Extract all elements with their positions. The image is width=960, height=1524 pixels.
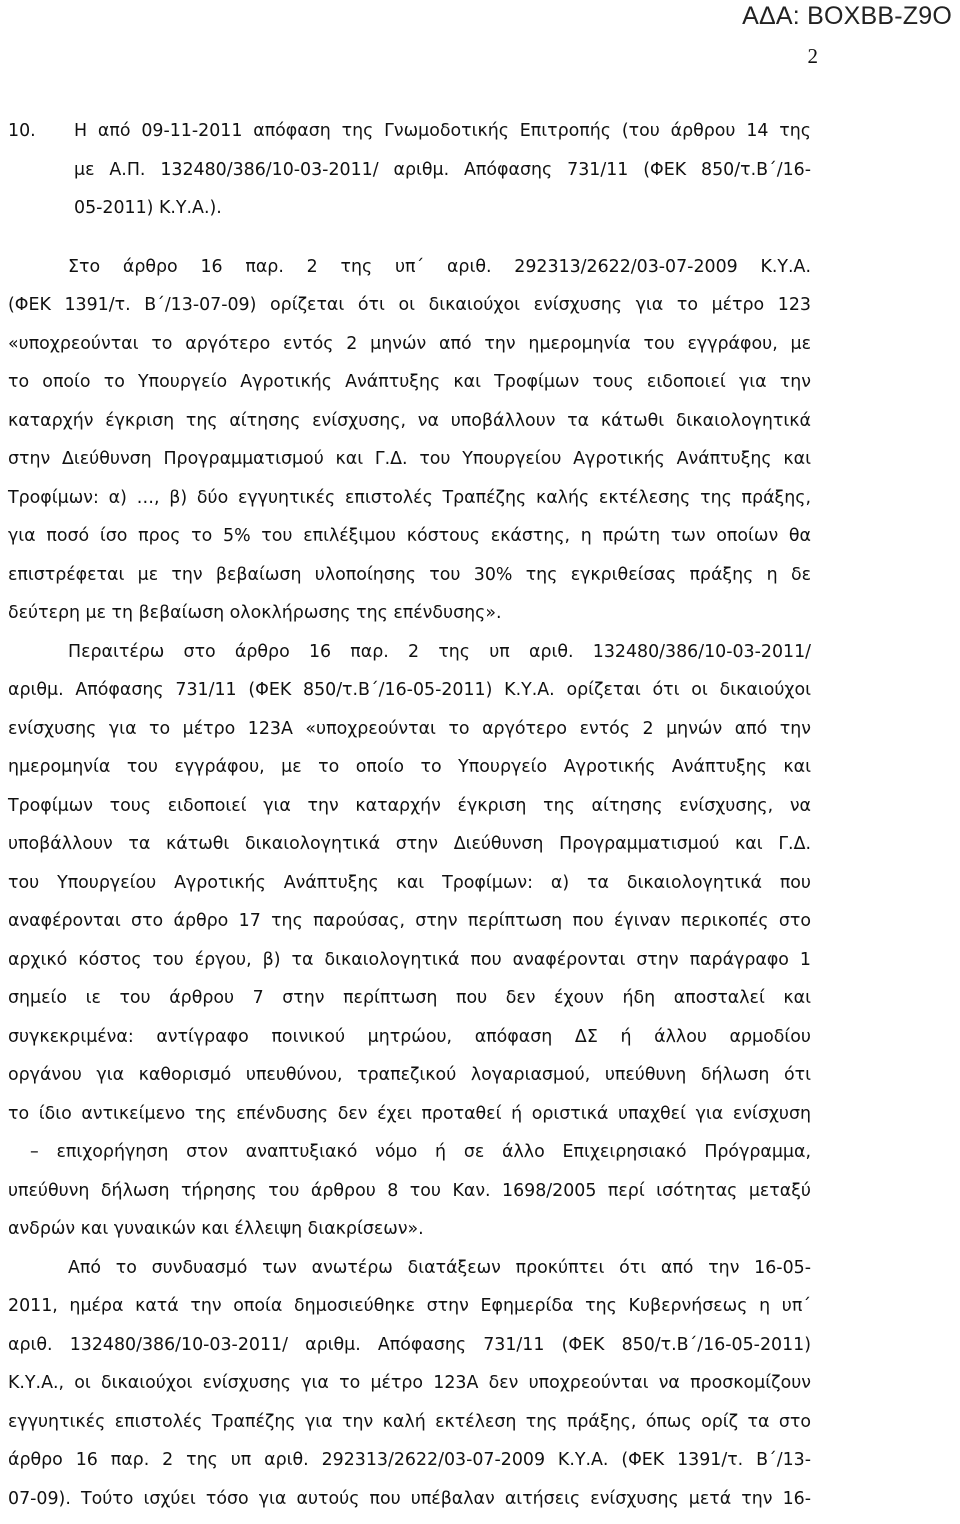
body-line-25: υπεύθυνη δήλωση τήρησης του άρθρου 8 του Καν. 1698/2005 περί ισότητας μεταξύ [8, 1180, 811, 1201]
body-line-1: Στο άρθρο 16 παρ. 2 της υπ΄ αριθ. 292313/2622/03-07-2009 Κ.Υ.Α. [68, 256, 811, 277]
body-line-28: 2011, ημέρα κατά την οποία δημοσιεύθηκε στην Εφημερίδα της Κυβερνήσεως η υπ΄ [8, 1296, 811, 1316]
body-line-24: – επιχορήγηση στον αναπτυξιακό νόμο ή σε άλλο Επιχειρησιακό Πρόγραμμα, [30, 1142, 811, 1162]
body-line-26: ανδρών και γυναικών και έλλειψη διακρίσεων». [8, 1219, 424, 1239]
body-line-21: συγκεκριμένα: αντίγραφο ποινικού μητρώου, απόφαση ΔΣ ή άλλου αρμοδίου [8, 1026, 811, 1047]
body-line-16: υποβάλλουν τα κάτωθι δικαιολογητικά στην Διεύθυνση Προγραμματισμού και Γ.Δ. [8, 834, 811, 854]
body-line-23: το ίδιο αντικείμενο της επένδυσης δεν έχει προταθεί ή οριστικά υπαχθεί για ενίσχυση [8, 1103, 811, 1124]
body-line-13: ενίσχυσης για το μέτρο 123Α «υποχρεούνται το αργότερο εντός 2 μηνών από την [8, 718, 811, 739]
body-line-11: Περαιτέρω στο άρθρο 16 παρ. 2 της υπ αριθ. 132480/386/10-03-2011/ [68, 641, 811, 662]
body-line-30: Κ.Υ.Α., οι δικαιούχοι ενίσχυσης για το μέτρο 123Α δεν υποχρεούνται να προσκομίζουν [8, 1373, 811, 1393]
body-line-27: Από το συνδυασμό των ανωτέρω διατάξεων προκύπτει ότι από την 16-05- [68, 1257, 811, 1278]
body-line-4: το οποίο το Υπουργείο Αγροτικής Ανάπτυξης και Τροφίμων τους ειδοποιεί για την [8, 372, 811, 392]
item-10-number: 10. [8, 121, 36, 141]
body-line-9: επιστρέφεται με την βεβαίωση υλοποίησης του 30% της εγκριθείσας πράξης η δε [8, 564, 811, 585]
body-line-17: του Υπουργείου Αγροτικής Ανάπτυξης και Τροφίμων: α) τα δικαιολογητικά που [8, 872, 811, 893]
item-10-line-1 [8, 112, 811, 151]
document-body [8, 112, 811, 1518]
body-line-29: αριθ. 132480/386/10-03-2011/ αριθμ. Απόφασης 731/11 (ΦΕΚ 850/τ.Β΄/16-05-2011) [8, 1334, 811, 1355]
body-line-10: δεύτερη με τη βεβαίωση ολοκλήρωσης της επένδυσης». [8, 603, 502, 623]
body-line-15: Τροφίμων τους ειδοποιεί για την καταρχήν έγκριση της αίτησης ενίσχυσης, να [8, 795, 811, 816]
body-line-3: «υποχρεούνται το αργότερο εντός 2 μηνών από την ημερομηνία του εγγράφου, με [8, 333, 811, 354]
body-line-5: καταρχήν έγκριση της αίτησης ενίσχυσης, να υποβάλλουν τα κάτωθι δικαιολογητικά [8, 410, 811, 431]
body-line-20: σημείο ιε του άρθρου 7 στην περίπτωση που δεν έχουν ήδη αποσταλεί και [8, 988, 811, 1008]
body-line-32: άρθρο 16 παρ. 2 της υπ αριθ. 292313/2622/03-07-2009 Κ.Υ.Α. (ΦΕΚ 1391/τ. Β΄/13- [8, 1450, 811, 1470]
body-line-14: ημερομηνία του εγγράφου, με το οποίο το Υπουργείο Αγροτικής Ανάπτυξης και [8, 757, 811, 777]
body-line-8: για ποσό ίσο προς το 5% του επιλέξιμου κόστους εκάστης, η πρώτη των οποίων θα [8, 526, 811, 546]
body-line-19: αρχικό κόστος του έργου, β) τα δικαιολογητικά που αναφέρονται στην παράγραφο 1 [8, 949, 811, 970]
ada-identifier: ΑΔΑ: ΒΟΧΒΒ-Ζ9Ο [742, 2, 952, 30]
body-line-18: αναφέρονται στο άρθρο 17 της παρούσας, στην περίπτωση που έγιναν περικοπές στο [8, 911, 811, 931]
item-10-line-3: 05-2011) Κ.Υ.Α.). [74, 198, 222, 218]
item-10-line-2: με Α.Π. 132480/386/10-03-2011/ αριθμ. Απόφασης 731/11 (ΦΕΚ 850/τ.Β΄/16- [74, 159, 811, 180]
body-line-6: στην Διεύθυνση Προγραμματισμού και Γ.Δ. του Υπουργείου Αγροτικής Ανάπτυξης και [8, 449, 811, 469]
body-line-2: (ΦΕΚ 1391/τ. Β΄/13-07-09) ορίζεται ότι οι δικαιούχοι ενίσχυσης για το μέτρο 123 [8, 295, 811, 315]
item-10-text-1: Η από 09-11-2011 απόφαση της Γνωμοδοτικής Επιτροπής (του άρθρου 14 της [74, 121, 811, 141]
body-line-12: αριθμ. Απόφασης 731/11 (ΦΕΚ 850/τ.Β΄/16-05-2011) Κ.Υ.Α. ορίζεται ότι οι δικαιούχοι [8, 680, 811, 700]
item-gap [8, 228, 811, 248]
body-line-31: εγγυητικές επιστολές Τραπέζης για την καλή εκτέλεση της πράξης, όπως ορίζ τα στο [8, 1411, 811, 1432]
body-line-22: οργάνου για καθορισμό υπευθύνου, τραπεζικού λογαριασμού, υπεύθυνη δήλωση ότι [8, 1065, 811, 1085]
body-line-33: 07-09). Τούτο ισχύει τόσο για αυτούς που υπέβαλαν αιτήσεις ενίσχυσης μετά την 16- [8, 1488, 811, 1509]
page-number: 2 [807, 44, 818, 68]
body-line-7: Τροφίμων: α) …, β) δύο εγγυητικές επιστολές Τραπέζης καλής εκτέλεσης της πράξης, [8, 487, 811, 508]
